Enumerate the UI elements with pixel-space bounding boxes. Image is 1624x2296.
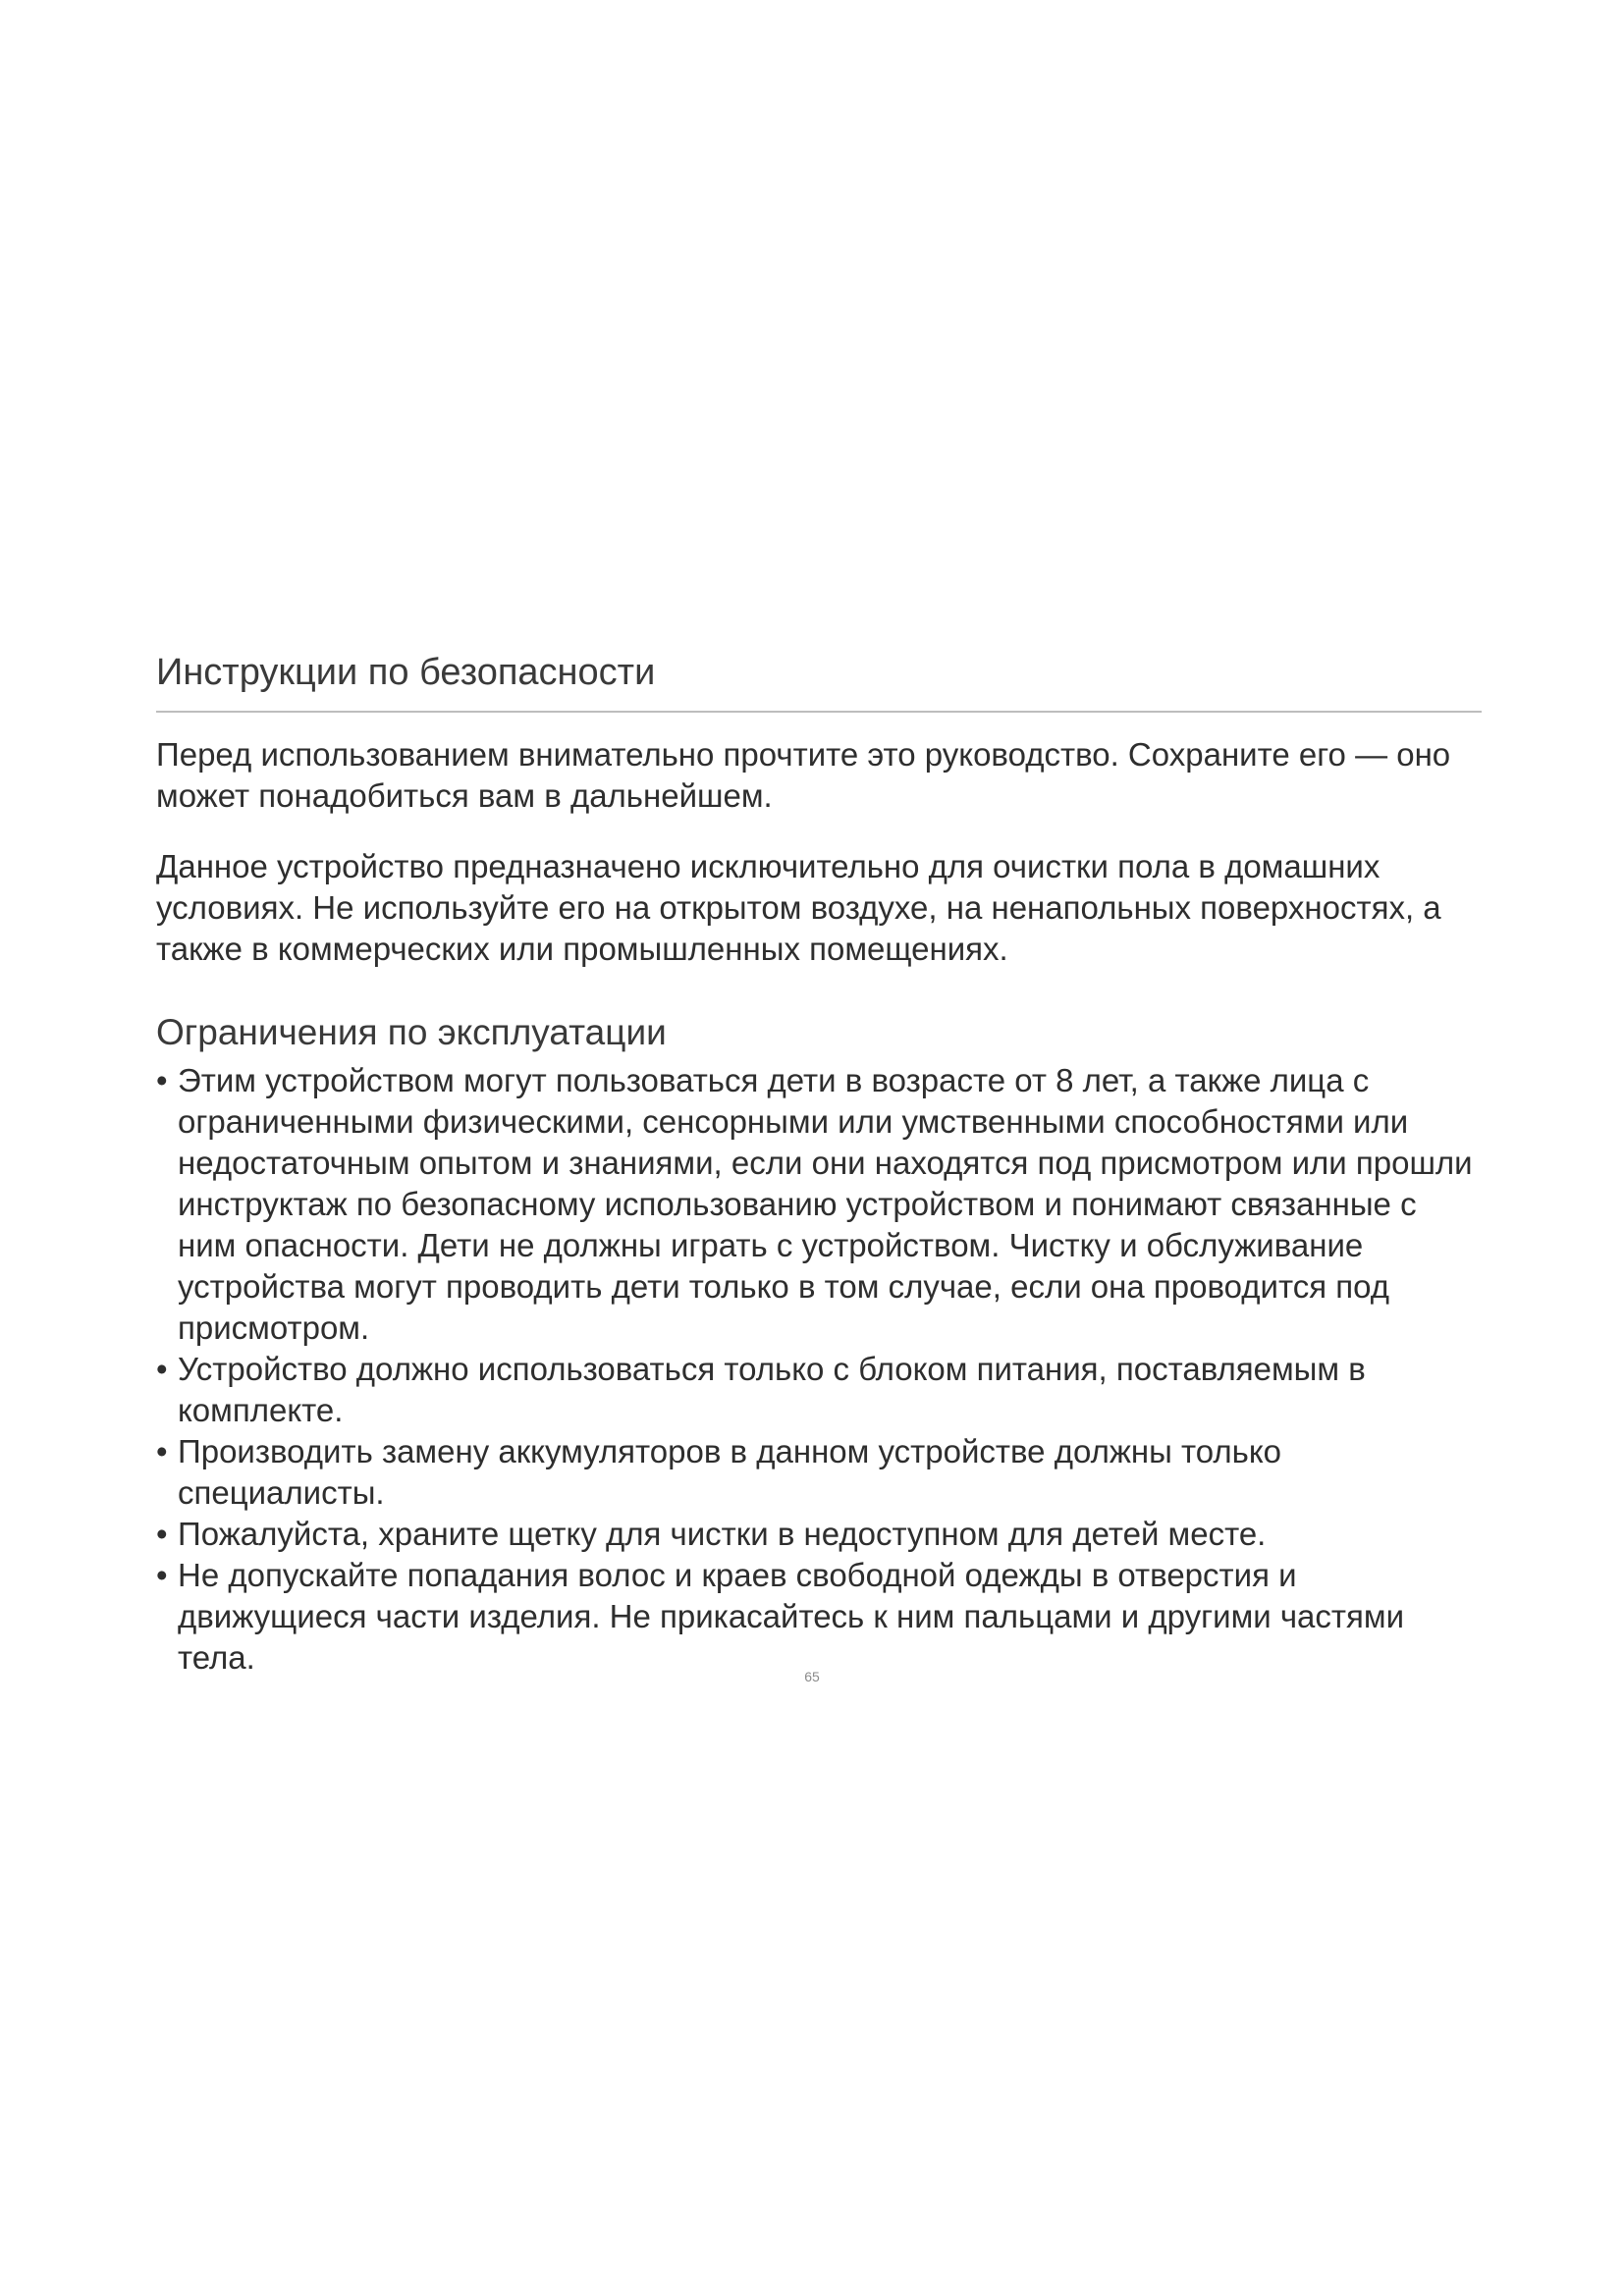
list-item-text: Этим устройством могут пользоваться дети в возрасте от 8 лет, а также лица с ограниченными физическими, сенсорными или умственными способностями или недостаточным опытом и знаниями, если они находятся под присмотром или прошли инструктаж по безопасному использованию устройством и понимают связанные с ним опасности. Дети не должны играть с устройством. Чистку и обслуживание устройства могут проводить дети только в том случае, если она проводится под присмотром.	[178, 1062, 1473, 1346]
list-item	[156, 1555, 1482, 1679]
section-title: Ограничения по эксплуатации	[156, 1012, 667, 1052]
bullet-icon: •	[156, 1516, 168, 1552]
page-title: Инструкции по безопасности	[156, 648, 1482, 713]
list-item-text: Не допускайте попадания волос и краев свободной одежды в отверстия и движущиеся части изделия. Не прикасайтесь к ним пальцами и другими частями тела.	[178, 1557, 1405, 1676]
list-item	[156, 1514, 1482, 1555]
intro-paragraph: Перед использованием внимательно прочтите это руководство. Сохраните его — оно может понадобиться вам в дальнейшем.	[156, 736, 1451, 814]
bullet-icon: •	[156, 1351, 168, 1387]
list-item	[156, 1349, 1482, 1431]
list-item	[156, 1431, 1482, 1514]
safety-section	[156, 648, 1482, 1679]
list-item-text: Пожалуйста, храните щетку для чистки в недоступном для детей месте.	[178, 1516, 1267, 1552]
bullet-icon: •	[156, 1062, 168, 1098]
bullet-icon: •	[156, 1557, 168, 1593]
page-number: 65	[804, 1669, 820, 1684]
restrictions-list	[156, 1060, 1482, 1679]
list-item	[156, 1060, 1482, 1349]
purpose-paragraph: Данное устройство предназначено исключительно для очистки пола в домашних условиях. Не используйте его на открытом воздухе, на ненапольных поверхностях, а также в коммерческих или промышленных помещениях.	[156, 848, 1441, 967]
bullet-icon: •	[156, 1433, 168, 1469]
list-item-text: Устройство должно использоваться только с блоком питания, поставляемым в комплекте.	[178, 1351, 1366, 1428]
list-item-text: Производить замену аккумуляторов в данном устройстве должны только специалисты.	[178, 1433, 1281, 1511]
